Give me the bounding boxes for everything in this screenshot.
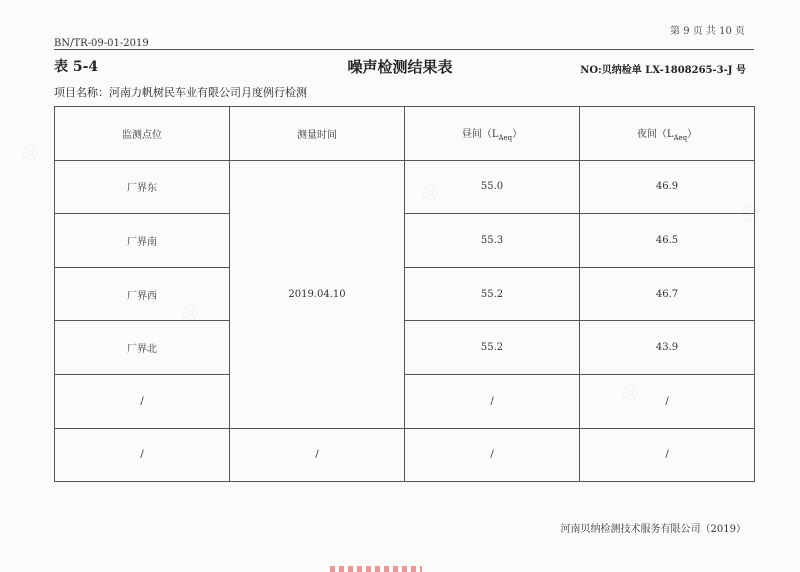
cell-time-merged: 2019.04.10 bbox=[230, 160, 405, 428]
table-row bbox=[55, 160, 755, 214]
cell-night: 43.9 bbox=[580, 321, 755, 375]
header-time: 测量时间 bbox=[230, 107, 405, 161]
seal-stamp-edge bbox=[330, 566, 422, 572]
header-day bbox=[405, 107, 580, 161]
cell-day: / bbox=[405, 374, 580, 428]
header-night-sub: Aeq bbox=[673, 133, 688, 142]
cell-night: 46.5 bbox=[580, 214, 755, 268]
header-rule bbox=[54, 49, 754, 50]
cell-location: 厂界北 bbox=[55, 321, 230, 375]
cell-day: 55.0 bbox=[405, 160, 580, 214]
table-header-row bbox=[55, 107, 755, 161]
header-night-suffix: ） bbox=[687, 128, 698, 140]
report-number: NO:贝纳检单 LX-1808265-3-J 号 bbox=[580, 65, 746, 76]
cell-day: 55.2 bbox=[405, 267, 580, 321]
noise-results-table bbox=[54, 106, 755, 482]
cell-night: / bbox=[580, 428, 755, 482]
table-row bbox=[55, 374, 755, 428]
document-code: BN/TR-09-01-2019 bbox=[54, 38, 149, 49]
table-row bbox=[55, 214, 755, 268]
cell-day: 55.2 bbox=[405, 321, 580, 375]
header-night-prefix: 夜间（L bbox=[636, 128, 674, 140]
watermark-logo: ◎ bbox=[13, 138, 44, 166]
table-label: 表 5-4 bbox=[54, 59, 99, 75]
cell-location: / bbox=[55, 374, 230, 428]
table-row bbox=[55, 267, 755, 321]
cell-time: / bbox=[230, 428, 405, 482]
cell-night: 46.7 bbox=[580, 267, 755, 321]
cell-location: / bbox=[55, 428, 230, 482]
page-title: 噪声检测结果表 bbox=[347, 58, 453, 76]
watermark-logo: ◎ bbox=[613, 378, 644, 406]
cell-night: / bbox=[580, 374, 755, 428]
header-day-suffix: ） bbox=[512, 128, 523, 140]
watermark-logo: ◎ bbox=[173, 298, 204, 326]
cell-location: 厂界东 bbox=[55, 160, 230, 214]
cell-location: 厂界西 bbox=[55, 267, 230, 321]
cell-night: 46.9 bbox=[580, 160, 755, 214]
watermark-logo: ◎ bbox=[413, 178, 444, 206]
cell-day: 55.3 bbox=[405, 214, 580, 268]
header-day-sub: Aeq bbox=[498, 133, 513, 142]
footer-company: 河南贝纳检测技术服务有限公司（2019） bbox=[560, 524, 746, 535]
table-row bbox=[55, 321, 755, 375]
header-day-prefix: 昼间（L bbox=[461, 128, 499, 140]
header-night bbox=[580, 107, 755, 161]
watermark-logo: ◎ bbox=[733, 198, 764, 226]
cell-location: 厂界南 bbox=[55, 214, 230, 268]
project-name: 项目名称：河南力帆树民车业有限公司月度例行检测 bbox=[54, 86, 307, 99]
header-location: 监测点位 bbox=[55, 107, 230, 161]
table-row bbox=[55, 428, 755, 482]
cell-day: / bbox=[405, 428, 580, 482]
page-number: 第 9 页 共 10 页 bbox=[670, 26, 745, 37]
